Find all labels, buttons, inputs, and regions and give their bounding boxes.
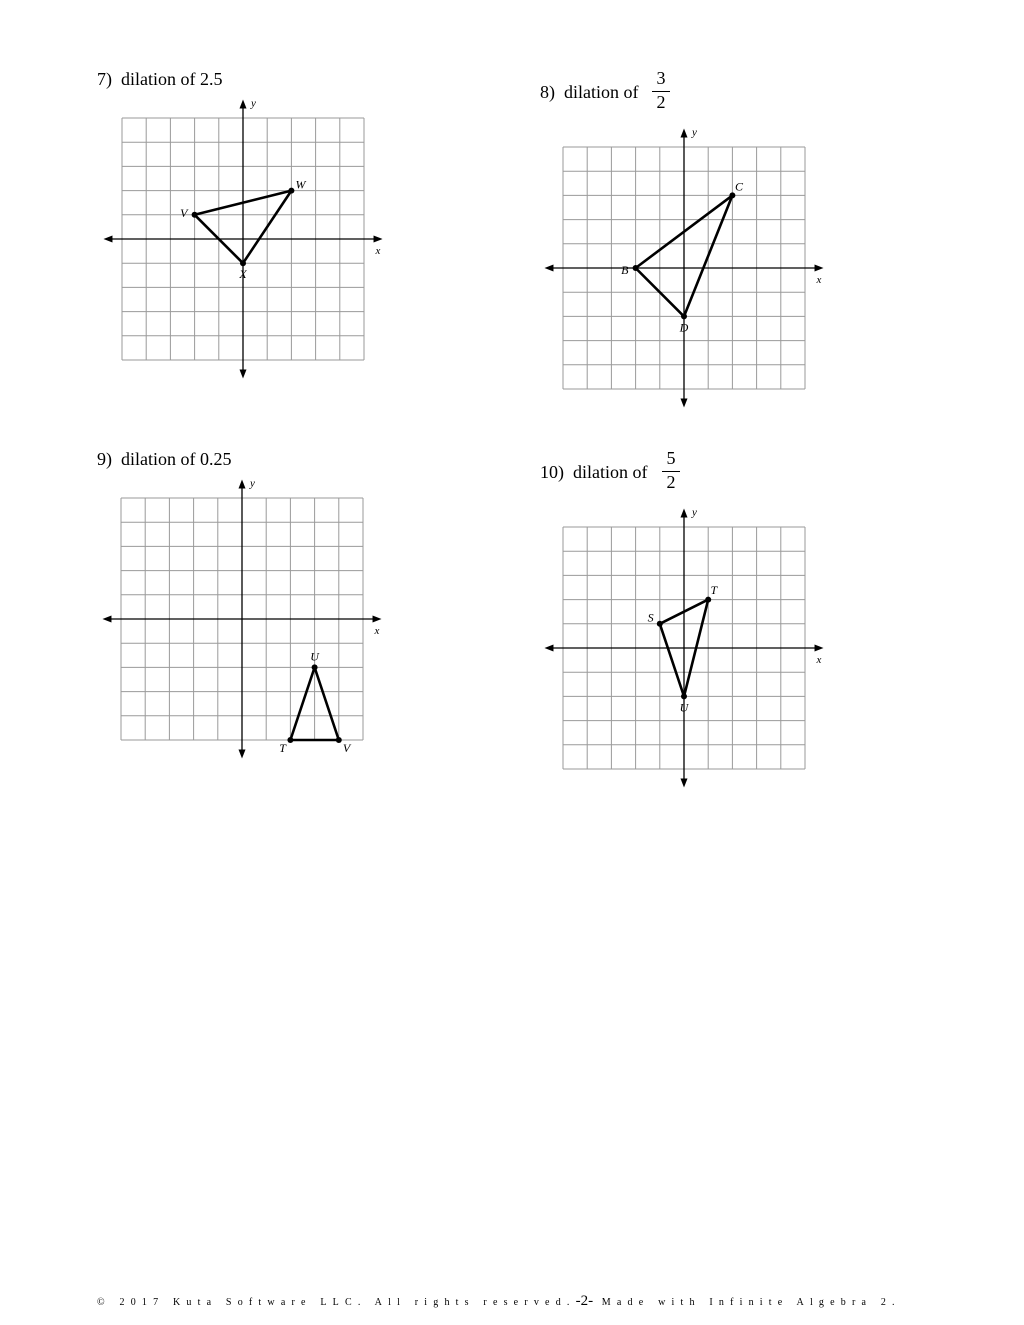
vertex-u <box>681 693 687 699</box>
page-footer <box>97 1293 947 1310</box>
y-axis-label: y <box>692 506 697 519</box>
problem-text: dilation of 0.25 <box>121 449 232 469</box>
vertex-label-x: X <box>239 267 247 282</box>
problem-number: 9) <box>97 449 112 469</box>
y-axis-arrow-up-icon <box>681 508 688 517</box>
vertex-label-b: B <box>621 262 629 277</box>
x-axis-label: x <box>375 245 381 257</box>
problem-text: dilation of <box>564 82 639 102</box>
x-axis-label: x <box>816 274 822 286</box>
problem-text: dilation of 2.5 <box>121 69 223 89</box>
x-axis-label: x <box>816 654 822 666</box>
vertex-t <box>705 597 711 603</box>
y-axis-label: y <box>250 477 255 490</box>
page-number: -2- <box>575 1293 594 1309</box>
vertex-label-t: T <box>279 740 286 755</box>
footer-copyright: © 2017 Kuta Software LLC. All rights reserved. <box>97 1297 576 1308</box>
vertex-label-t: T <box>710 583 718 598</box>
problem-number: 8) <box>540 82 555 102</box>
vertex-label-d: D <box>679 320 689 335</box>
problem-number: 7) <box>97 69 112 89</box>
vertex-label-w: W <box>295 177 306 192</box>
vertex-s <box>657 621 663 627</box>
fraction-denominator: 2 <box>656 92 666 112</box>
vertex-label-c: C <box>734 179 744 194</box>
vertex-label-u: U <box>310 649 319 664</box>
vertex-label-u: U <box>679 700 689 715</box>
fraction-denominator: 2 <box>666 472 676 492</box>
problem-number: 10) <box>540 462 564 482</box>
vertex-label-s: S <box>647 610 654 625</box>
problem-text: dilation of <box>573 462 648 482</box>
x-axis-arrow-right-icon <box>815 645 824 652</box>
x-axis-label: x <box>374 625 380 637</box>
y-axis-label: y <box>251 97 256 110</box>
fraction-numerator: 5 <box>666 448 676 468</box>
y-axis-label: y <box>692 126 697 139</box>
vertex-label-v: V <box>180 205 188 220</box>
x-axis-arrow-left-icon <box>544 645 553 652</box>
fraction-numerator: 3 <box>656 68 666 88</box>
footer-made-with: Made with Infinite Algebra 2. <box>601 1297 901 1308</box>
vertex-label-v: V <box>342 740 351 755</box>
y-axis-arrow-down-icon <box>681 779 688 788</box>
